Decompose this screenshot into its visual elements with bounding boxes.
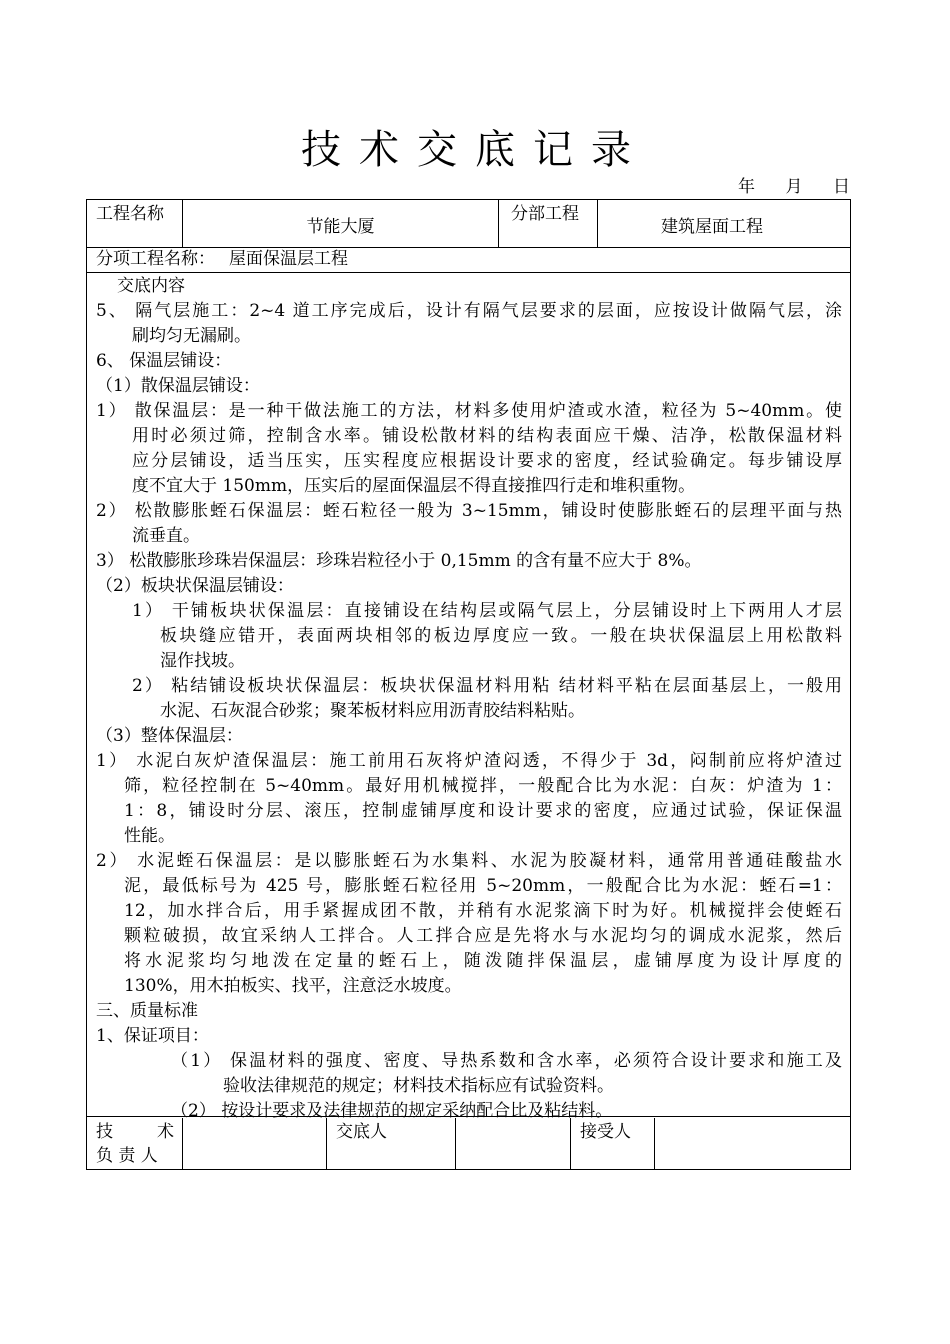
document-title: 技术交底记录 <box>301 127 649 173</box>
content-line: 水泥、石灰混合砂浆；聚苯板材料应用沥青胶结料粘贴。 <box>160 701 585 721</box>
division-label: 分部工程 <box>499 200 598 247</box>
tech-lead-label-line1: 技 术 <box>96 1122 174 1142</box>
tech-lead-label <box>87 1118 183 1169</box>
content-line: 1） 水泥白灰炉渣保温层：施工前用石灰将炉渣闷透，不得少于 3d，闷制前应将炉渣过 <box>96 751 842 771</box>
content-line: （2）板块状保温层铺设： <box>96 576 294 596</box>
subitem-value: 屋面保温层工程 <box>229 249 348 269</box>
date-year: 年 <box>738 177 755 197</box>
date-line <box>738 176 850 198</box>
receiver-signature <box>655 1118 850 1169</box>
tech-lead-signature <box>183 1118 327 1169</box>
division-value: 建筑屋面工程 <box>661 217 763 237</box>
content-line: 颗粒破损，故宜采纳人工拌合。人工拌合应是先将水与水泥均匀的调成水泥浆，然后 <box>124 926 842 946</box>
content-line: 筛，粒径控制在 5~40mm。最好用机械搅拌，一般配合比为水泥：白灰：炉渣为 1： <box>124 776 842 796</box>
content-line: （1）散保温层铺设： <box>96 376 260 396</box>
content-line: 度不宜大于 150mm，压实后的屋面保温层不得直接推四行走和堆积重物。 <box>132 476 696 496</box>
content-line: 2） 松散膨胀蛭石保温层：蛭石粒径一般为 3~15mm，铺设时使膨胀蛭石的层理平面与热 <box>96 501 842 521</box>
content-line: 130%，用木拍板实、找平，注意泛水坡度。 <box>124 976 462 996</box>
content-line: 用时必须过筛，控制含水率。铺设松散材料的结构表面应干燥、洁净，松散保温材料 <box>132 426 842 446</box>
receiver-label: 接受人 <box>571 1118 655 1169</box>
subitem-row <box>87 247 850 273</box>
content-line: 板块缝应错开，表面两块相邻的板边厚度应一致。一般在块状保温层上用松散料 <box>160 626 842 646</box>
content-line: 12，加水拌合后，用手紧握成团不散，并稍有水泥浆滴下时为好。机械搅拌会使蛭石 <box>124 901 842 921</box>
header-row <box>87 200 850 248</box>
discloser-label: 交底人 <box>327 1118 456 1169</box>
content-line: 性能。 <box>124 826 175 846</box>
content-line: 1） 干铺板块状保温层：直接铺设在结构层或隔气层上，分层铺设时上下两用人才层 <box>132 601 842 621</box>
disclosure-form <box>86 199 851 1170</box>
content-heading: 交底内容 <box>117 276 185 296</box>
date-day: 日 <box>833 177 850 197</box>
content-line: 三、质量标准 <box>96 1001 198 1021</box>
content-line: 将水泥浆均匀地泼在定量的蛭石上，随泼随拌保温层，虚铺厚度为设计厚度的 <box>124 951 842 971</box>
content-line: 1、保证项目： <box>96 1026 209 1046</box>
content-line: （1） 保温材料的强度、密度、导热系数和含水率，必须符合设计要求和施工及 <box>171 1051 842 1071</box>
content-line: 6、 保温层铺设： <box>96 351 232 371</box>
content-line: （3）整体保温层： <box>96 726 243 746</box>
content-line: 应分层铺设，适当压实，压实程度应根据设计要求的密度，经试验确定。每步铺设厚 <box>132 451 842 471</box>
content-line: 湿作找坡。 <box>160 651 245 671</box>
content-line: 泥，最低标号为 425 号，膨胀蛭石粒径用 5~20mm，一般配合比为水泥：蛭石=1： <box>124 876 842 896</box>
content-line: 1） 散保温层：是一种干做法施工的方法，材料多使用炉渣或水渣，粒径为 5~40mm。使 <box>96 401 842 421</box>
content-line: 5、 隔气层施工：2~4 道工序完成后，设计有隔气层要求的层面，应按设计做隔气层，涂 <box>96 301 842 321</box>
project-name-value: 节能大厦 <box>183 200 499 247</box>
discloser-signature <box>456 1118 571 1169</box>
content-line: （2） 按设计要求及法律规范的规定采纳配合比及粘结料。 <box>171 1101 613 1121</box>
content-line: 3） 松散膨胀珍珠岩保温层：珍珠岩粒径小于 0,15mm 的含有量不应大于 8%。 <box>96 551 702 571</box>
disclosure-content <box>87 274 850 1121</box>
content-line: 验收法律规范的规定；材料技术指标应有试验资料。 <box>223 1076 614 1096</box>
subitem-label: 分项工程名称： <box>96 249 215 269</box>
signature-row <box>87 1118 850 1169</box>
content-line: 2） 水泥蛭石保温层：是以膨胀蛭石为水集料、水泥为胶凝材料，通常用普通硅酸盐水 <box>96 851 842 871</box>
content-line: 刷均匀无漏刷。 <box>132 326 251 346</box>
content-line: 1：8，铺设时分层、滚压，控制虚铺厚度和设计要求的密度，应通过试验，保证保温 <box>124 801 842 821</box>
content-line: 流垂直。 <box>132 526 200 546</box>
date-month: 月 <box>785 177 803 197</box>
project-name-label: 工程名称 <box>87 200 183 247</box>
tech-lead-label-line2: 负 责 人 <box>96 1146 158 1166</box>
content-line: 2） 粘结铺设板块状保温层：板块状保温材料用粘 结材料平粘在层面基层上，一般用 <box>132 676 842 696</box>
